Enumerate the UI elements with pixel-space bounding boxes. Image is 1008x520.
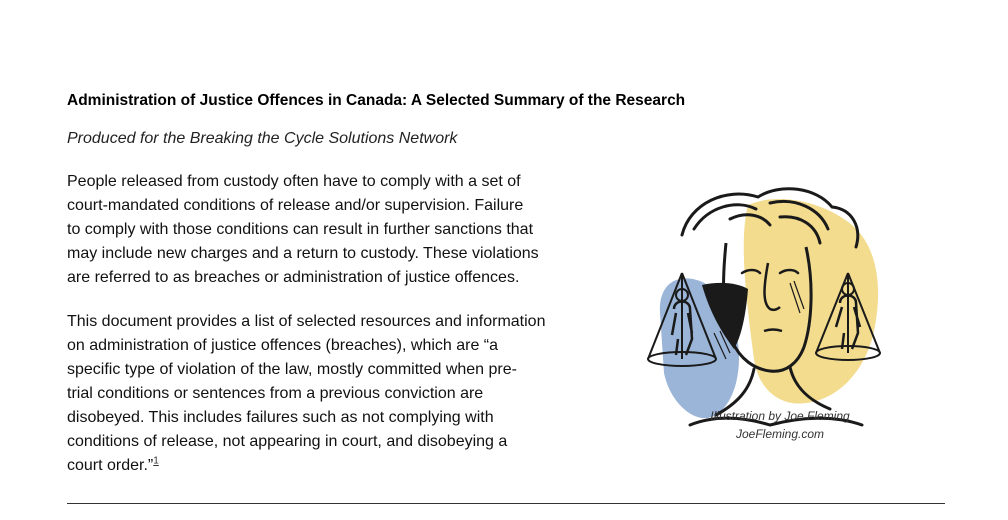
- paragraph-line: specific type of violation of the law, mostly committed when pre-: [67, 361, 517, 378]
- intro-paragraph: [67, 170, 602, 290]
- paragraph-line: court-mandated conditions of release and/or supervision. Failure: [67, 197, 524, 214]
- paragraph-line: People released from custody often have to comply with a set of: [67, 173, 521, 190]
- document-title: Administration of Justice Offences in Canada: A Selected Summary of the Research: [67, 92, 686, 109]
- paragraph-line: to comply with those conditions can result in further sanctions that: [67, 221, 534, 238]
- footnote-divider: [67, 503, 945, 504]
- document-subtitle: Produced for the Breaking the Cycle Solutions Network: [67, 130, 458, 147]
- paragraph-line: disobeyed. This includes failures such as not complying with: [67, 409, 494, 426]
- illustration-credit: Illustration by Joe Fleming: [710, 409, 850, 423]
- paragraph-line: are referred to as breaches or administration of justice offences.: [67, 269, 520, 286]
- footnote-link[interactable]: 1: [153, 455, 159, 467]
- paragraph-line: This document provides a list of selected resources and information: [67, 313, 546, 330]
- description-paragraph: [67, 310, 602, 478]
- paragraph-line-text: court order.”: [67, 457, 154, 474]
- illustration-credit-url: JoeFleming.com: [735, 427, 825, 441]
- paragraph-line: trial conditions or sentences from a previous conviction are: [67, 385, 484, 402]
- paragraph-last-line: [67, 454, 602, 478]
- paragraph-line: on administration of justice offences (breaches), which are “a: [67, 337, 499, 354]
- paragraph-line: conditions of release, not appearing in court, and disobeying a: [67, 433, 508, 450]
- paragraph-line: may include new charges and a return to custody. These violations: [67, 245, 539, 262]
